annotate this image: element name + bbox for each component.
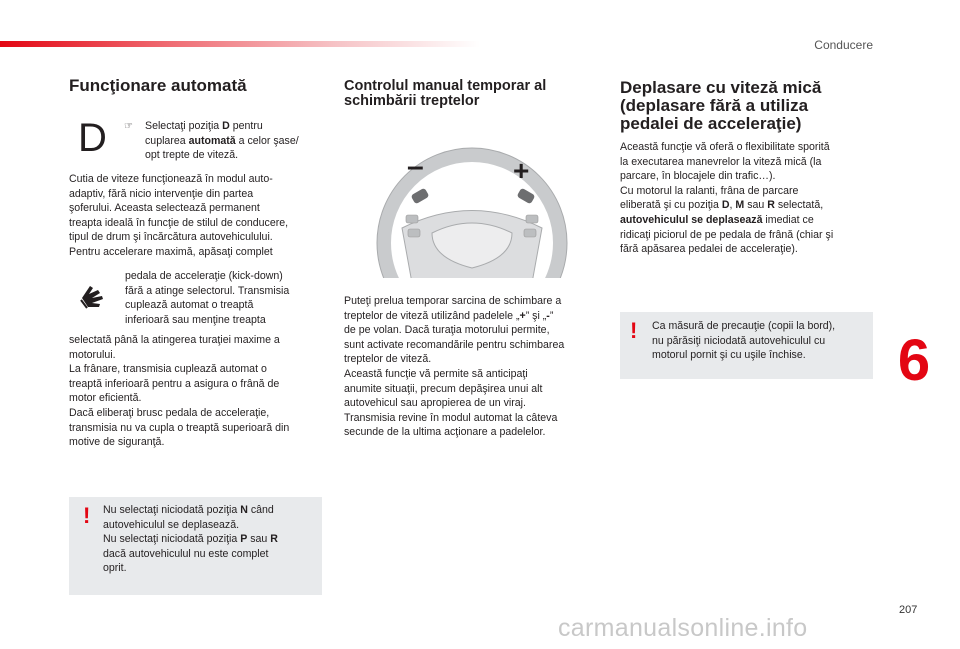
text-line: Nu selectaţi niciodată poziţia P sau R [103,533,278,546]
text-line: oprit. [103,562,127,575]
title-line: (deplasare fără a utiliza [620,96,809,115]
paddle-minus-label: – [407,150,424,183]
paddle-plus-label: + [513,155,530,186]
text-line: autovehicul sau apropierea de un viraj. [344,397,526,410]
text-line: fără apăsarea pedalei de acceleraţie). [620,243,798,256]
text-line: autovehiculul se deplasează. [103,518,240,531]
text-line: motorului. [69,348,116,361]
col3-title [620,79,821,133]
text-line: autovehiculul se deplasează imediat ce [620,213,814,226]
warning-icon: ! [630,318,638,343]
text-line: motive de siguranţă. [69,436,165,449]
text-line: Nu selectaţi niciodată poziţia N când [103,504,274,516]
text-line: Transmisia revine în modul automat la câteva [344,411,558,424]
pointer-bullet-icon: ☞ [124,121,133,132]
text-line: motorul pornit şi cu uşile închise. [652,349,806,362]
col1-paragraph-1 [69,172,288,260]
text-line: ridicaţi piciorul de pe pedala de frână (chiar şi [620,228,834,241]
text-line: dacă autovehiculul nu este complet [103,547,269,560]
text-line: treaptă inferioară pentru a asigura o frână de [69,377,280,390]
text-line: Ca măsură de precauţie (copii la bord), [652,320,836,332]
text-line: Cu motorul la ralanti, frâna de parcare [620,184,799,197]
text-line: sunt activate recomandările pentru schimbarea [344,338,565,351]
warning-text [103,503,278,576]
text-line: anumite situaţii, precum depăşirea unui alt [344,382,543,395]
text-line: selectată până la atingerea turaţiei maxime a [69,334,280,346]
gear-d-symbol: D [78,116,107,160]
chapter-number-badge [886,330,942,386]
text-line: inferioară sau menţine treapta [125,313,266,326]
col2-title [344,79,546,109]
watermark: carmanualsonline.info [558,614,808,642]
col1-title: Funcţionare automată [69,76,247,95]
warning-box-gear-selection [69,497,322,595]
text-line: pedala de acceleraţie (kick-down) [125,270,283,282]
title-line: pedalei de acceleraţie) [620,114,802,133]
text-line: Cutia de viteze funcţionează în modul auto- [69,173,273,185]
warning-box-children [620,312,873,379]
text-line: treapta ideală în funcţie de stilul de conducere, [69,216,289,229]
text-line: transmisia nu va cupla o treaptă superioară din [69,421,290,434]
text-line: Pentru accelerare maximă, apăsaţi complet [69,245,273,258]
warning-text [652,319,835,363]
text-line: adaptiv, fără nicio intervenţie din partea [69,187,254,200]
text-line: Această funcţie vă permite să anticipaţi [344,367,528,380]
title-line: schimbării treptelor [344,93,480,109]
select-d-instruction [145,119,299,163]
text-line: treptelor de viteză. [344,353,432,366]
text-line: secunde de la ultima acţionare a padelelor. [344,426,546,439]
text-line: Această funcţie vă oferă o flexibilitate sporită [620,141,830,153]
kickdown-foot-icon [78,280,108,310]
kickdown-text [125,269,289,327]
header-color-bar [0,41,480,47]
title-line: Deplasare cu viteză mică [620,78,822,97]
title-line: Controlul manual temporar al [344,78,547,94]
text-line: de pe volan. Dacă turaţia motorului permite, [344,324,550,337]
text-line: Puteţi prelua temporar sarcina de schimbare a [344,295,562,307]
text-line: motor eficientă. [69,392,142,405]
page-number: 207 [899,604,918,616]
text-line: Selectaţi poziţia D pentru [145,120,263,132]
text-line: treptelor de viteză utilizând padelele „+” şi „-” [344,309,554,322]
warning-icon: ! [83,503,91,528]
text-line: parcare, în blocajele din trafic…). [620,170,776,183]
steering-wheel-paddles-illustration [372,133,572,278]
text-line: la executarea manevrelor la viteză mică (la [620,155,822,168]
col1-paragraph-2 [69,333,289,450]
text-line: fără a atinge selectorul. Transmisia [125,284,290,297]
text-line: şoferului. Aceasta selectează permanent [69,202,260,215]
col3-paragraph [620,140,833,257]
chapter-number: 6 [897,330,931,386]
text-line: eliberată şi cu poziţia D, M sau R selectată, [620,199,824,212]
text-line: nu părăsiţi niciodată autovehiculul cu [652,334,826,347]
text-line: cuplarea automată a celor şase/ [145,134,299,147]
section-title: Conducere [814,38,873,52]
text-line: tipul de drum şi încărcătura autovehiculului. [69,231,273,244]
text-line: La frânare, transmisia cuplează automat o [69,363,267,376]
text-line: opt trepte de viteză. [145,149,239,162]
text-line: Dacă eliberaţi brusc pedala de acceleraţie, [69,406,270,419]
col2-paragraph [344,294,564,440]
text-line: cuplează automat o treaptă [125,299,254,312]
